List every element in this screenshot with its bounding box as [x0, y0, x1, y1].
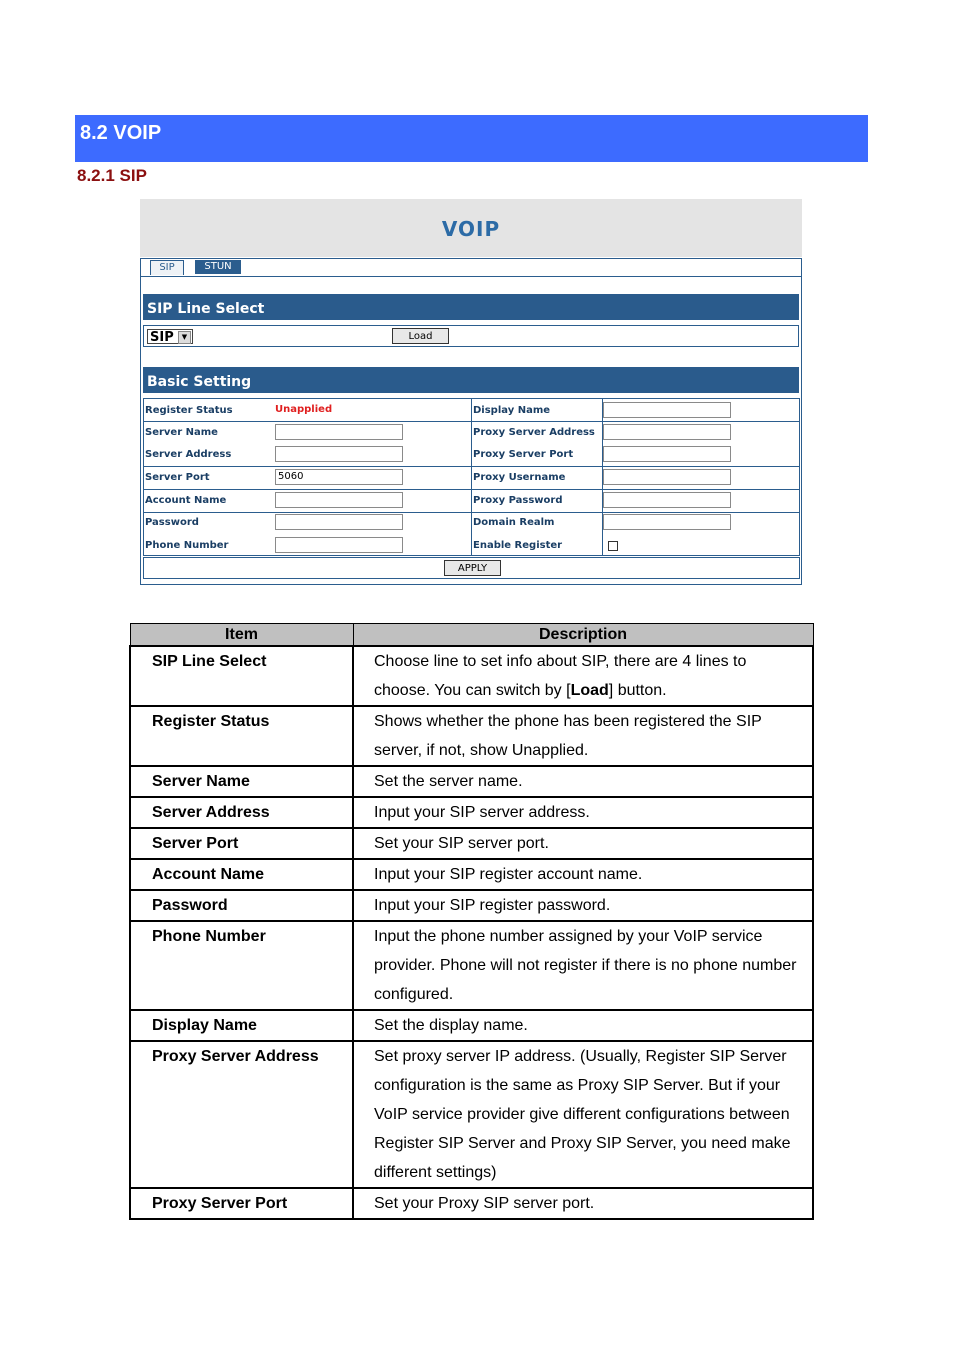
- row-description: Input your SIP register account name.: [353, 859, 813, 890]
- enable-register-checkbox[interactable]: [608, 541, 618, 551]
- phone-number-input[interactable]: [275, 537, 403, 553]
- table-row: [130, 1010, 813, 1041]
- proxy-username-input[interactable]: [603, 469, 731, 485]
- apply-row: [143, 557, 800, 579]
- server-name-label: Server Name: [145, 427, 218, 438]
- table-row: [130, 706, 813, 766]
- column-header-description: Description: [353, 624, 813, 647]
- domain-realm-input[interactable]: [603, 514, 731, 530]
- row-item: Password: [130, 890, 353, 921]
- row-item: Server Address: [130, 797, 353, 828]
- proxy-server-address-label: Proxy Server Address: [473, 427, 595, 438]
- tab-row: [140, 258, 802, 277]
- server-port-label: Server Port: [145, 472, 210, 483]
- grid-divider: [144, 421, 799, 422]
- row-item: Display Name: [130, 1010, 353, 1041]
- table-row: [130, 859, 813, 890]
- server-port-input[interactable]: 5060: [275, 469, 403, 485]
- tab-sip[interactable]: SIP: [150, 260, 184, 275]
- row-item: Register Status: [130, 706, 353, 766]
- apply-button[interactable]: APPLY: [444, 560, 501, 576]
- server-name-input[interactable]: [275, 424, 403, 440]
- basic-setting-header: Basic Setting: [143, 367, 799, 393]
- server-address-label: Server Address: [145, 449, 232, 460]
- row-description: Set proxy server IP address. (Usually, Register SIP Server configuration is the same as Proxy SIP Server. But if your VoIP service provider give different configurations between Register SIP Server and Proxy SIP Server, you need make different settings): [353, 1041, 813, 1188]
- sip-line-value: SIP: [150, 330, 174, 345]
- row-item: Proxy Server Address: [130, 1041, 353, 1188]
- account-name-input[interactable]: [275, 492, 403, 508]
- basic-setting-grid: [143, 398, 800, 556]
- row-item: SIP Line Select: [130, 646, 353, 706]
- row-description: Shows whether the phone has been registered the SIP server, if not, show Unapplied.: [353, 706, 813, 766]
- register-status-label: Register Status: [145, 405, 233, 416]
- proxy-server-port-label: Proxy Server Port: [473, 449, 574, 460]
- row-description: Input your SIP register password.: [353, 890, 813, 921]
- chevron-down-icon: ▼: [178, 331, 191, 344]
- password-input[interactable]: [275, 514, 403, 530]
- grid-divider: [144, 512, 799, 513]
- display-name-label: Display Name: [473, 405, 551, 416]
- grid-divider: [144, 466, 799, 467]
- row-description: Set the display name.: [353, 1010, 813, 1041]
- row-description: [353, 646, 813, 706]
- table-row: [130, 1041, 813, 1188]
- proxy-server-address-input[interactable]: [603, 424, 731, 440]
- table-row: [130, 921, 813, 1010]
- description-bold: Load: [570, 682, 609, 699]
- row-description: Set your Proxy SIP server port.: [353, 1188, 813, 1219]
- table-row: [130, 828, 813, 859]
- phone-number-label: Phone Number: [145, 540, 229, 551]
- row-description: Input your SIP server address.: [353, 797, 813, 828]
- grid-divider: [471, 399, 472, 555]
- proxy-password-label: Proxy Password: [473, 495, 563, 506]
- section-title: 8.2 VOIP: [80, 122, 162, 144]
- register-status-value: Unapplied: [275, 404, 333, 415]
- sip-line-select-header: SIP Line Select: [143, 294, 799, 320]
- row-item: Account Name: [130, 859, 353, 890]
- row-item: Proxy Server Port: [130, 1188, 353, 1219]
- line-select-row: [143, 325, 799, 347]
- description-table: [129, 623, 814, 1220]
- row-item: Server Port: [130, 828, 353, 859]
- description-text: Choose line to set info about SIP, there are 4 lines to choose. You can switch by [: [374, 653, 747, 699]
- screenshot-title: VOIP: [441, 217, 501, 241]
- server-address-input[interactable]: [275, 446, 403, 462]
- table-row: [130, 797, 813, 828]
- row-description: Set your SIP server port.: [353, 828, 813, 859]
- description-text: ] button.: [608, 682, 667, 699]
- row-item: Server Name: [130, 766, 353, 797]
- account-name-label: Account Name: [145, 495, 227, 506]
- subsection-title: 8.2.1 SIP: [77, 166, 147, 185]
- row-description: Input the phone number assigned by your VoIP service provider. Phone will not register if there is no phone number configured.: [353, 921, 813, 1010]
- proxy-username-label: Proxy Username: [473, 472, 566, 483]
- table-row: [130, 646, 813, 706]
- enable-register-label: Enable Register: [473, 540, 563, 551]
- section-header-bar: [75, 115, 868, 162]
- table-row: [130, 1188, 813, 1219]
- table-header-row: [130, 624, 813, 647]
- screenshot-header: [140, 199, 802, 257]
- display-name-input[interactable]: [603, 402, 731, 418]
- voip-screenshot: [140, 199, 802, 586]
- row-description: Set the server name.: [353, 766, 813, 797]
- row-item: Phone Number: [130, 921, 353, 1010]
- password-label: Password: [145, 517, 199, 528]
- proxy-password-input[interactable]: [603, 492, 731, 508]
- load-button[interactable]: Load: [392, 328, 449, 344]
- tab-stun[interactable]: STUN: [195, 260, 241, 274]
- domain-realm-label: Domain Realm: [473, 517, 555, 528]
- table-row: [130, 766, 813, 797]
- grid-divider: [144, 489, 799, 490]
- table-row: [130, 890, 813, 921]
- proxy-server-port-input[interactable]: [603, 446, 731, 462]
- column-header-item: Item: [130, 624, 353, 647]
- sip-line-dropdown[interactable]: [147, 329, 193, 344]
